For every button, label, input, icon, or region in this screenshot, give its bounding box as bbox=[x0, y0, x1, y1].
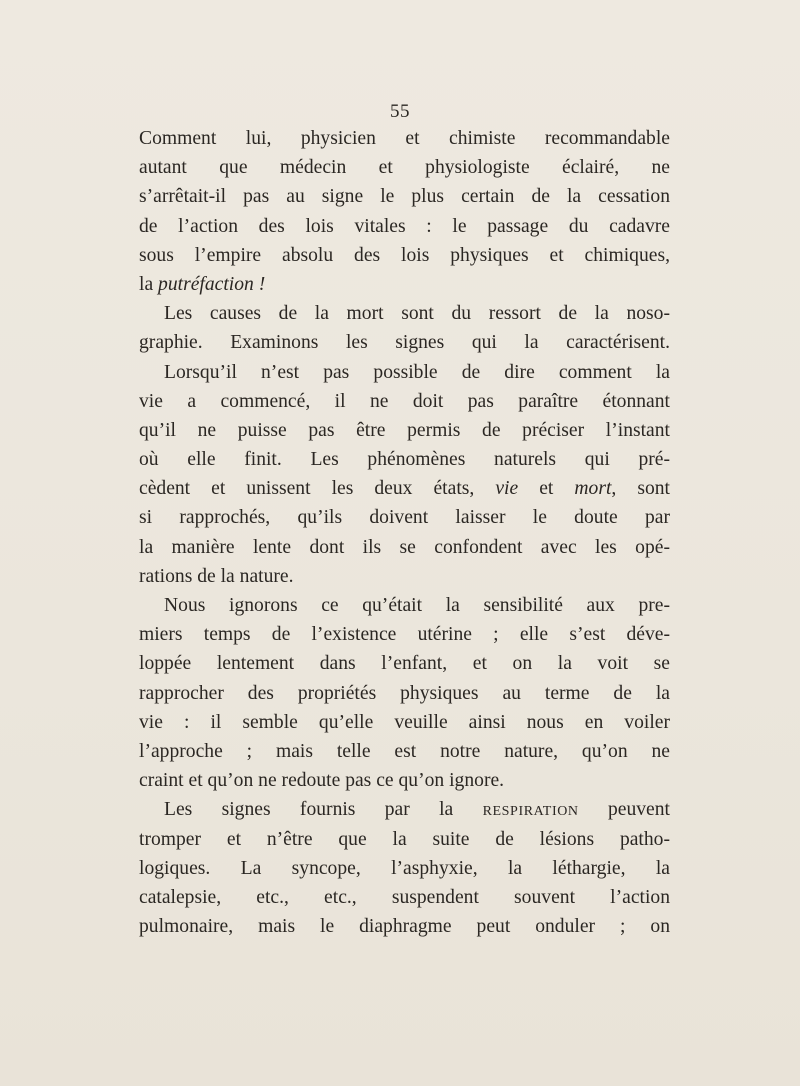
text-span: si rapprochés, qu’ils doivent laisser le doute par bbox=[139, 507, 670, 529]
text-span: graphie. Examinons les signes qui la caractérisent. bbox=[139, 332, 670, 354]
text-line bbox=[139, 737, 670, 766]
text-span: autant que médecin et physiologiste éclairé, ne bbox=[139, 157, 670, 179]
text-line bbox=[139, 708, 670, 737]
body-text bbox=[139, 124, 670, 941]
italic-text: mort bbox=[574, 478, 612, 500]
text-span: s’arrêtait-il pas au signe le plus certain de la cessation bbox=[139, 186, 670, 208]
text-span: tromper et n’être que la suite de lésions patho- bbox=[139, 828, 670, 850]
text-span: qu’il ne puisse pas être permis de préciser l’instant bbox=[139, 419, 670, 441]
text-span: rations de la nature. bbox=[139, 565, 294, 587]
text-span: la bbox=[139, 273, 159, 295]
text-span: sous l’empire absolu des lois physiques et chimiques, bbox=[139, 244, 670, 266]
italic-text: putréfaction ! bbox=[158, 273, 266, 295]
text-span: rapprocher des propriétés physiques au terme de la bbox=[139, 682, 670, 704]
text-span: pulmonaire, mais le diaphragme peut onduler ; on bbox=[139, 916, 670, 938]
text-line bbox=[139, 153, 670, 182]
text-span: Lorsqu’il n’est pas possible de dire comment la bbox=[164, 361, 670, 383]
text-span: miers temps de l’existence utérine ; elle s’est déve- bbox=[139, 624, 670, 646]
text-line bbox=[139, 795, 670, 824]
text-line bbox=[139, 212, 670, 241]
text-line bbox=[139, 591, 670, 620]
text-span: , sont bbox=[611, 478, 670, 500]
text-span: loppée lentement dans l’enfant, et on la voit se bbox=[139, 653, 670, 675]
text-line bbox=[139, 182, 670, 211]
text-line bbox=[139, 270, 670, 299]
text-line bbox=[139, 883, 670, 912]
text-span: de l’action des lois vitales : le passage du cadavre bbox=[139, 215, 670, 237]
text-span: Les causes de la mort sont du ressort de la noso- bbox=[164, 303, 670, 325]
text-line bbox=[139, 416, 670, 445]
text-span: cèdent et unissent les deux états, bbox=[139, 478, 496, 500]
text-span: où elle finit. Les phénomènes naturels qui pré- bbox=[139, 449, 670, 471]
text-line bbox=[139, 766, 670, 795]
text-line bbox=[139, 679, 670, 708]
text-span: craint et qu’on ne redoute pas ce qu’on ignore. bbox=[139, 770, 505, 792]
italic-text: vie bbox=[495, 478, 519, 500]
page-number: 55 bbox=[390, 101, 410, 122]
text-line bbox=[139, 474, 670, 503]
text-span: peuvent bbox=[578, 799, 670, 821]
text-span: et bbox=[518, 478, 575, 500]
text-line bbox=[139, 358, 670, 387]
text-line bbox=[139, 299, 670, 328]
text-line bbox=[139, 649, 670, 678]
text-span: la manière lente dont ils se confondent avec les opé- bbox=[139, 536, 670, 558]
text-span: Les signes fournis par la bbox=[164, 799, 483, 821]
text-span: vie : il semble qu’elle veuille ainsi nous en voiler bbox=[139, 711, 670, 733]
small-caps-text: respiration bbox=[482, 799, 579, 821]
text-span: Nous ignorons ce qu’était la sensibilité aux pre- bbox=[164, 595, 670, 616]
text-line bbox=[139, 620, 670, 649]
text-span: vie a commencé, il ne doit pas paraître étonnant bbox=[139, 390, 670, 412]
text-line bbox=[139, 562, 670, 591]
text-line bbox=[139, 854, 670, 883]
text-span: l’approche ; mais telle est notre nature, qu’on ne bbox=[139, 740, 670, 762]
text-span: catalepsie, etc., etc., suspendent souvent l’action bbox=[139, 886, 670, 908]
text-line bbox=[139, 825, 670, 854]
text-line bbox=[139, 124, 670, 153]
text-span: logiques. La syncope, l’asphyxie, la léthargie, la bbox=[139, 857, 670, 879]
text-line bbox=[139, 503, 670, 532]
text-line bbox=[139, 328, 670, 357]
text-line bbox=[139, 445, 670, 474]
text-line bbox=[139, 387, 670, 416]
text-line bbox=[139, 912, 670, 941]
text-line bbox=[139, 241, 670, 270]
text-span: Comment lui, physicien et chimiste recommandable bbox=[139, 128, 670, 149]
text-line bbox=[139, 533, 670, 562]
